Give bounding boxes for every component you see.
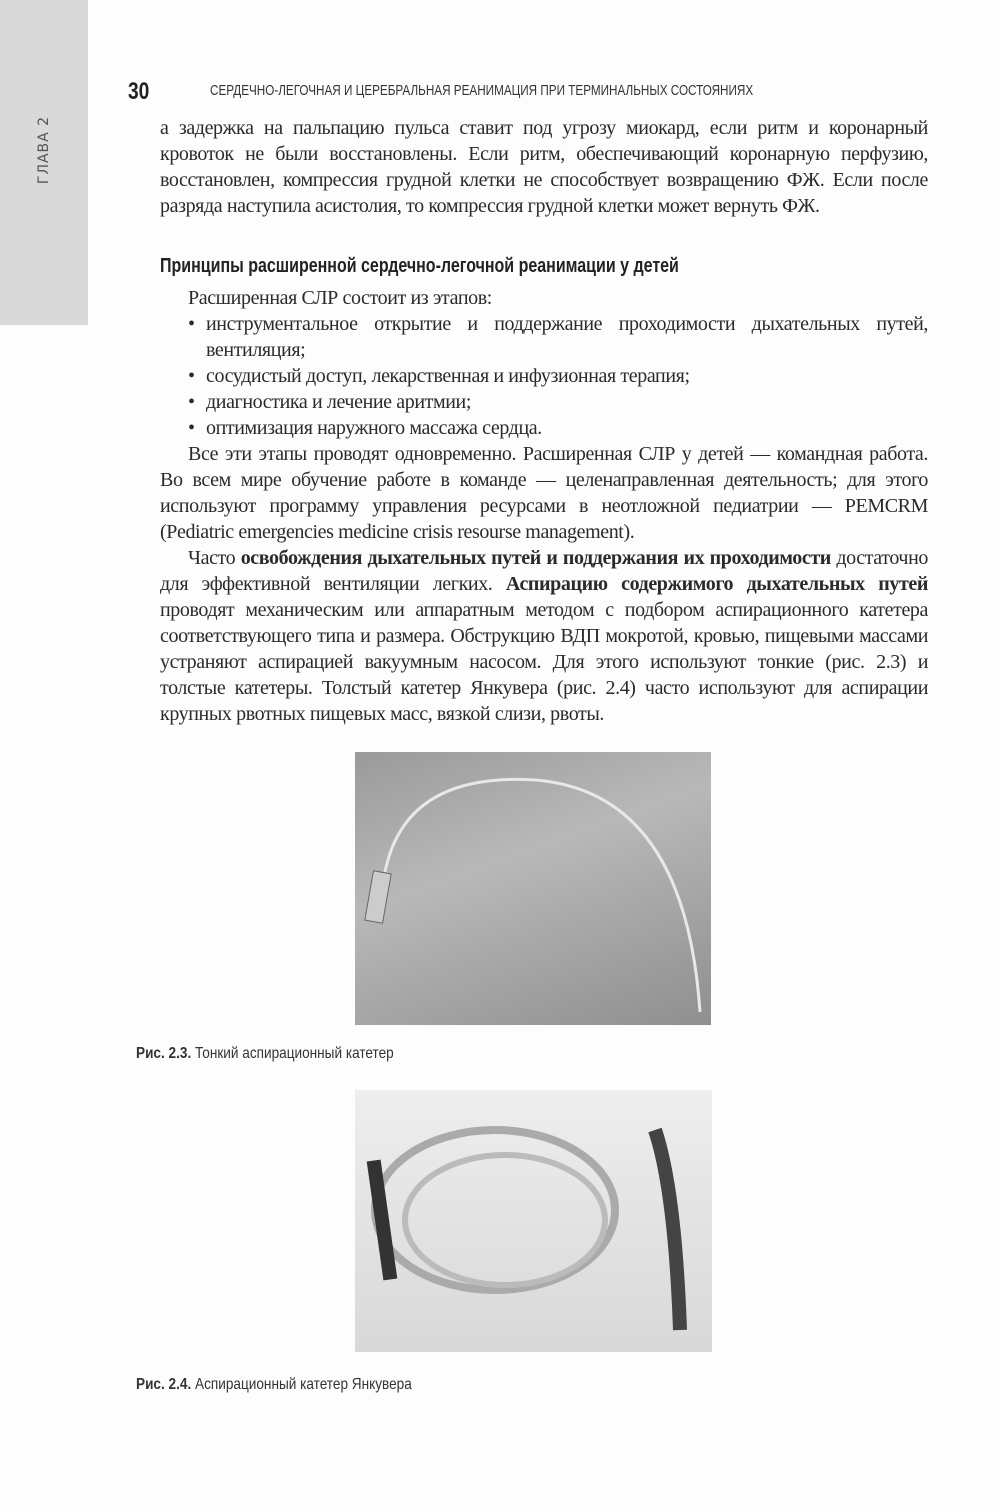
chapter-label: ГЛАВА 2	[36, 115, 52, 185]
figure-caption	[136, 1376, 412, 1394]
page-number: 30	[128, 78, 150, 105]
figure-label: Рис. 2.3.	[136, 1045, 192, 1062]
paragraph-airway	[160, 545, 928, 727]
body-text-top	[160, 115, 928, 219]
bold-run: освобождения дыхательных путей и поддержания их проходимости	[240, 547, 831, 569]
body-text-main	[160, 285, 928, 727]
section-heading: Принципы расширенной сердечно-легочной реанимации у детей	[160, 255, 679, 277]
list-item: • инструментальное открытие и поддержание проходимости дыхательных путей, вентиляция;	[188, 311, 928, 363]
stages-list	[160, 311, 928, 441]
intro-paragraph: а задержка на пальпацию пульса ставит под угрозу миокард, если ритм и коронарный кровоток не были восстановлены. Если ритм, обеспечивающий коронарную перфузию, восстановлен, компрессия грудной клетки не способствует возвращению ФЖ. Если после разряда наступила асистолия, то компрессия грудной клетки может вернуть ФЖ.	[160, 117, 928, 217]
figure-label: Рис. 2.4.	[136, 1376, 192, 1393]
list-intro: Расширенная СЛР состоит из этапов:	[188, 287, 492, 309]
list-item: • оптимизация наружного массажа сердца.	[188, 415, 928, 441]
list-item: • сосудистый доступ, лекарственная и инфузионная терапия;	[188, 363, 928, 389]
list-item: • диагностика и лечение аритмии;	[188, 389, 928, 415]
text-run: достаточно для эффективной вентиляции легких.	[160, 547, 928, 595]
figure-yankauer-catheter-photo	[355, 1090, 712, 1352]
running-title: СЕРДЕЧНО-ЛЕГОЧНАЯ И ЦЕРЕБРАЛЬНАЯ РЕАНИМАЦИЯ ПРИ ТЕРМИНАЛЬНЫХ СОСТОЯНИЯХ	[210, 82, 754, 99]
caption-text: Аспирационный катетер Янкувера	[195, 1376, 412, 1393]
catheter-illustration	[355, 752, 711, 1025]
caption-text: Тонкий аспирационный катетер	[195, 1045, 394, 1062]
figure-thin-catheter-photo	[355, 752, 711, 1025]
bold-run: Аспирацию содержимого дыхательных путей	[505, 573, 928, 595]
paragraph-teamwork: Все эти этапы проводят одновременно. Расширенная СЛР у детей — командная работа. Во всем мире обучение работе в команде — целенаправленная деятельность; для этого используют программу управления ресурсами в неотложной педиатрии — PEMCRM (Pediatric emergencies medicine crisis resourse management).	[160, 443, 928, 543]
figure-caption	[136, 1045, 394, 1063]
text-run: Часто	[188, 547, 241, 569]
text-run: проводят механическим или аппаратным методом с подбором аспирационного катетера соответствующего типа и размера. Обструкцию ВДП мокротой, кровью, пищевыми массами устраняют аспирацией вакуумным насосом. Для этого используют тонкие (рис. 2.3) и толстые катетеры. Толстый катетер Янкувера (рис. 2.4) часто используют для аспирации крупных рвотных пищевых масс, вязкой слизи, рвоты.	[160, 599, 928, 725]
catheter-illustration	[355, 1090, 712, 1352]
